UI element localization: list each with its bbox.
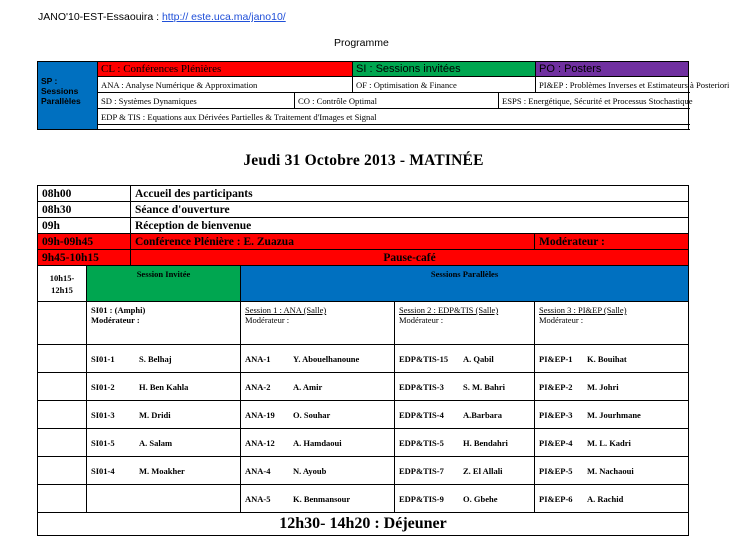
talk-cell: PI&EP-1 K. Bouihat [535, 345, 689, 373]
talk-cell: PI&EP-3 M. Jourhmane [535, 401, 689, 429]
parallel-sessions-header: Sessions Parallèles [241, 266, 689, 302]
legend-table [37, 61, 729, 130]
header-line [38, 11, 286, 23]
empty-cell [38, 401, 87, 429]
talk-cell: PI&EP-5 M. Nachaoui [535, 457, 689, 485]
lunch-row: 12h30- 14h20 : Déjeuner [38, 513, 689, 536]
talk-cell: SI01-5 A. Salam [87, 429, 241, 457]
legend-sp: SP : Sessions Parallèles [38, 62, 98, 130]
empty-cell [38, 302, 87, 345]
legend-po: PO : Posters [536, 62, 689, 77]
legend-piep: PI&EP : Problèmes Inverses et Estimateurs à Posteriori [536, 77, 689, 93]
empty-cell [38, 457, 87, 485]
talk-cell: SI01-1 S. Belhaj [87, 345, 241, 373]
talk-cell: EDP&TIS-5 H. Bendahri [395, 429, 535, 457]
session-column-header [535, 302, 689, 345]
talk-cell: SI01-4 M. Moakher [87, 457, 241, 485]
session-title: Session 2 : EDP&TIS (Salle) [399, 305, 499, 315]
talk-cell: PI&EP-6 A. Rachid [535, 485, 689, 513]
talk-cell: ANA-1 Y. Abouelhanoune [241, 345, 395, 373]
legend-si: SI : Sessions invitées [353, 62, 536, 77]
session-time: 10h15- 12h15 [38, 266, 87, 302]
invited-session-header: Session Invitée [87, 266, 241, 302]
talk-cell: PI&EP-2 M. Johri [535, 373, 689, 401]
time-cell: 08h00 [38, 186, 131, 202]
agenda-item: Accueil des participants [131, 186, 689, 202]
talk-cell: EDP&TIS-4 A.Barbara [395, 401, 535, 429]
talk-cell: ANA-4 N. Ayoub [241, 457, 395, 485]
session-moderator: Modérateur : [399, 315, 444, 325]
talk-cell: EDP&TIS-15 A. Qabil [395, 345, 535, 373]
plenary-moderator: Modérateur : [535, 234, 689, 250]
talk-cell: ANA-5 K. Benmansour [241, 485, 395, 513]
talk-cell: ANA-2 A. Amir [241, 373, 395, 401]
time-cell: 09h [38, 218, 131, 234]
talk-cell: EDP&TIS-9 O. Gbehe [395, 485, 535, 513]
talk-cell: ANA-12 A. Hamdaoui [241, 429, 395, 457]
session-moderator: Modérateur : [91, 315, 140, 325]
talk-cell: SI01-3 M. Dridi [87, 401, 241, 429]
session-moderator: Modérateur : [539, 315, 584, 325]
schedule-table [37, 185, 689, 536]
talk-cell [87, 485, 241, 513]
time-cell: 08h30 [38, 202, 131, 218]
break-time: 9h45-10h15 [38, 250, 131, 266]
legend-spacer [98, 125, 689, 130]
talk-cell: ANA-19 O. Souhar [241, 401, 395, 429]
programme-title: Programme [334, 37, 389, 49]
talk-cell: EDP&TIS-7 Z. El Allali [395, 457, 535, 485]
legend-ana: ANA : Analyse Numérique & Approximation [98, 77, 353, 93]
legend-sd: SD : Systèmes Dynamiques [98, 93, 295, 109]
conference-link[interactable]: http:// este.uca.ma/jano10/ [161, 11, 286, 23]
agenda-item: Séance d'ouverture [131, 202, 689, 218]
session-column-header [395, 302, 535, 345]
session-title: Session 3 : PI&EP (Salle) [539, 305, 627, 315]
talk-cell: SI01-2 H. Ben Kahla [87, 373, 241, 401]
agenda-item: Réception de bienvenue [131, 218, 689, 234]
talk-cell: PI&EP-4 M. L. Kadri [535, 429, 689, 457]
empty-cell [38, 345, 87, 373]
empty-cell [38, 485, 87, 513]
legend-edp: EDP & TIS : Equations aux Dérivées Partielles & Traitement d'Images et Signal [98, 109, 689, 125]
break-label: Pause-café [131, 250, 689, 266]
session-column-header [87, 302, 241, 345]
talk-cell: EDP&TIS-3 S. M. Bahri [395, 373, 535, 401]
empty-cell [38, 373, 87, 401]
session-title: SI01 : (Amphi) [91, 305, 146, 315]
legend-co: CO : Contrôle Optimal [295, 93, 499, 109]
legend-esps: ESPS : Energétique, Sécurité et Processus Stochastique [499, 93, 689, 109]
plenary-time: 09h-09h45 [38, 234, 131, 250]
session-moderator: Modérateur : [245, 315, 290, 325]
legend-of: OF : Optimisation & Finance [353, 77, 536, 93]
empty-cell [38, 429, 87, 457]
plenary-label: Conférence Plénière : E. Zuazua [131, 234, 535, 250]
day-title: Jeudi 31 Octobre 2013 - MATINÉE [243, 152, 484, 169]
session-title: Session 1 : ANA (Salle) [245, 305, 327, 315]
header-prefix: JANO'10-EST-Essaouira : [38, 11, 162, 23]
legend-cl: CL : Conférences Plénières [98, 62, 353, 77]
session-column-header [241, 302, 395, 345]
